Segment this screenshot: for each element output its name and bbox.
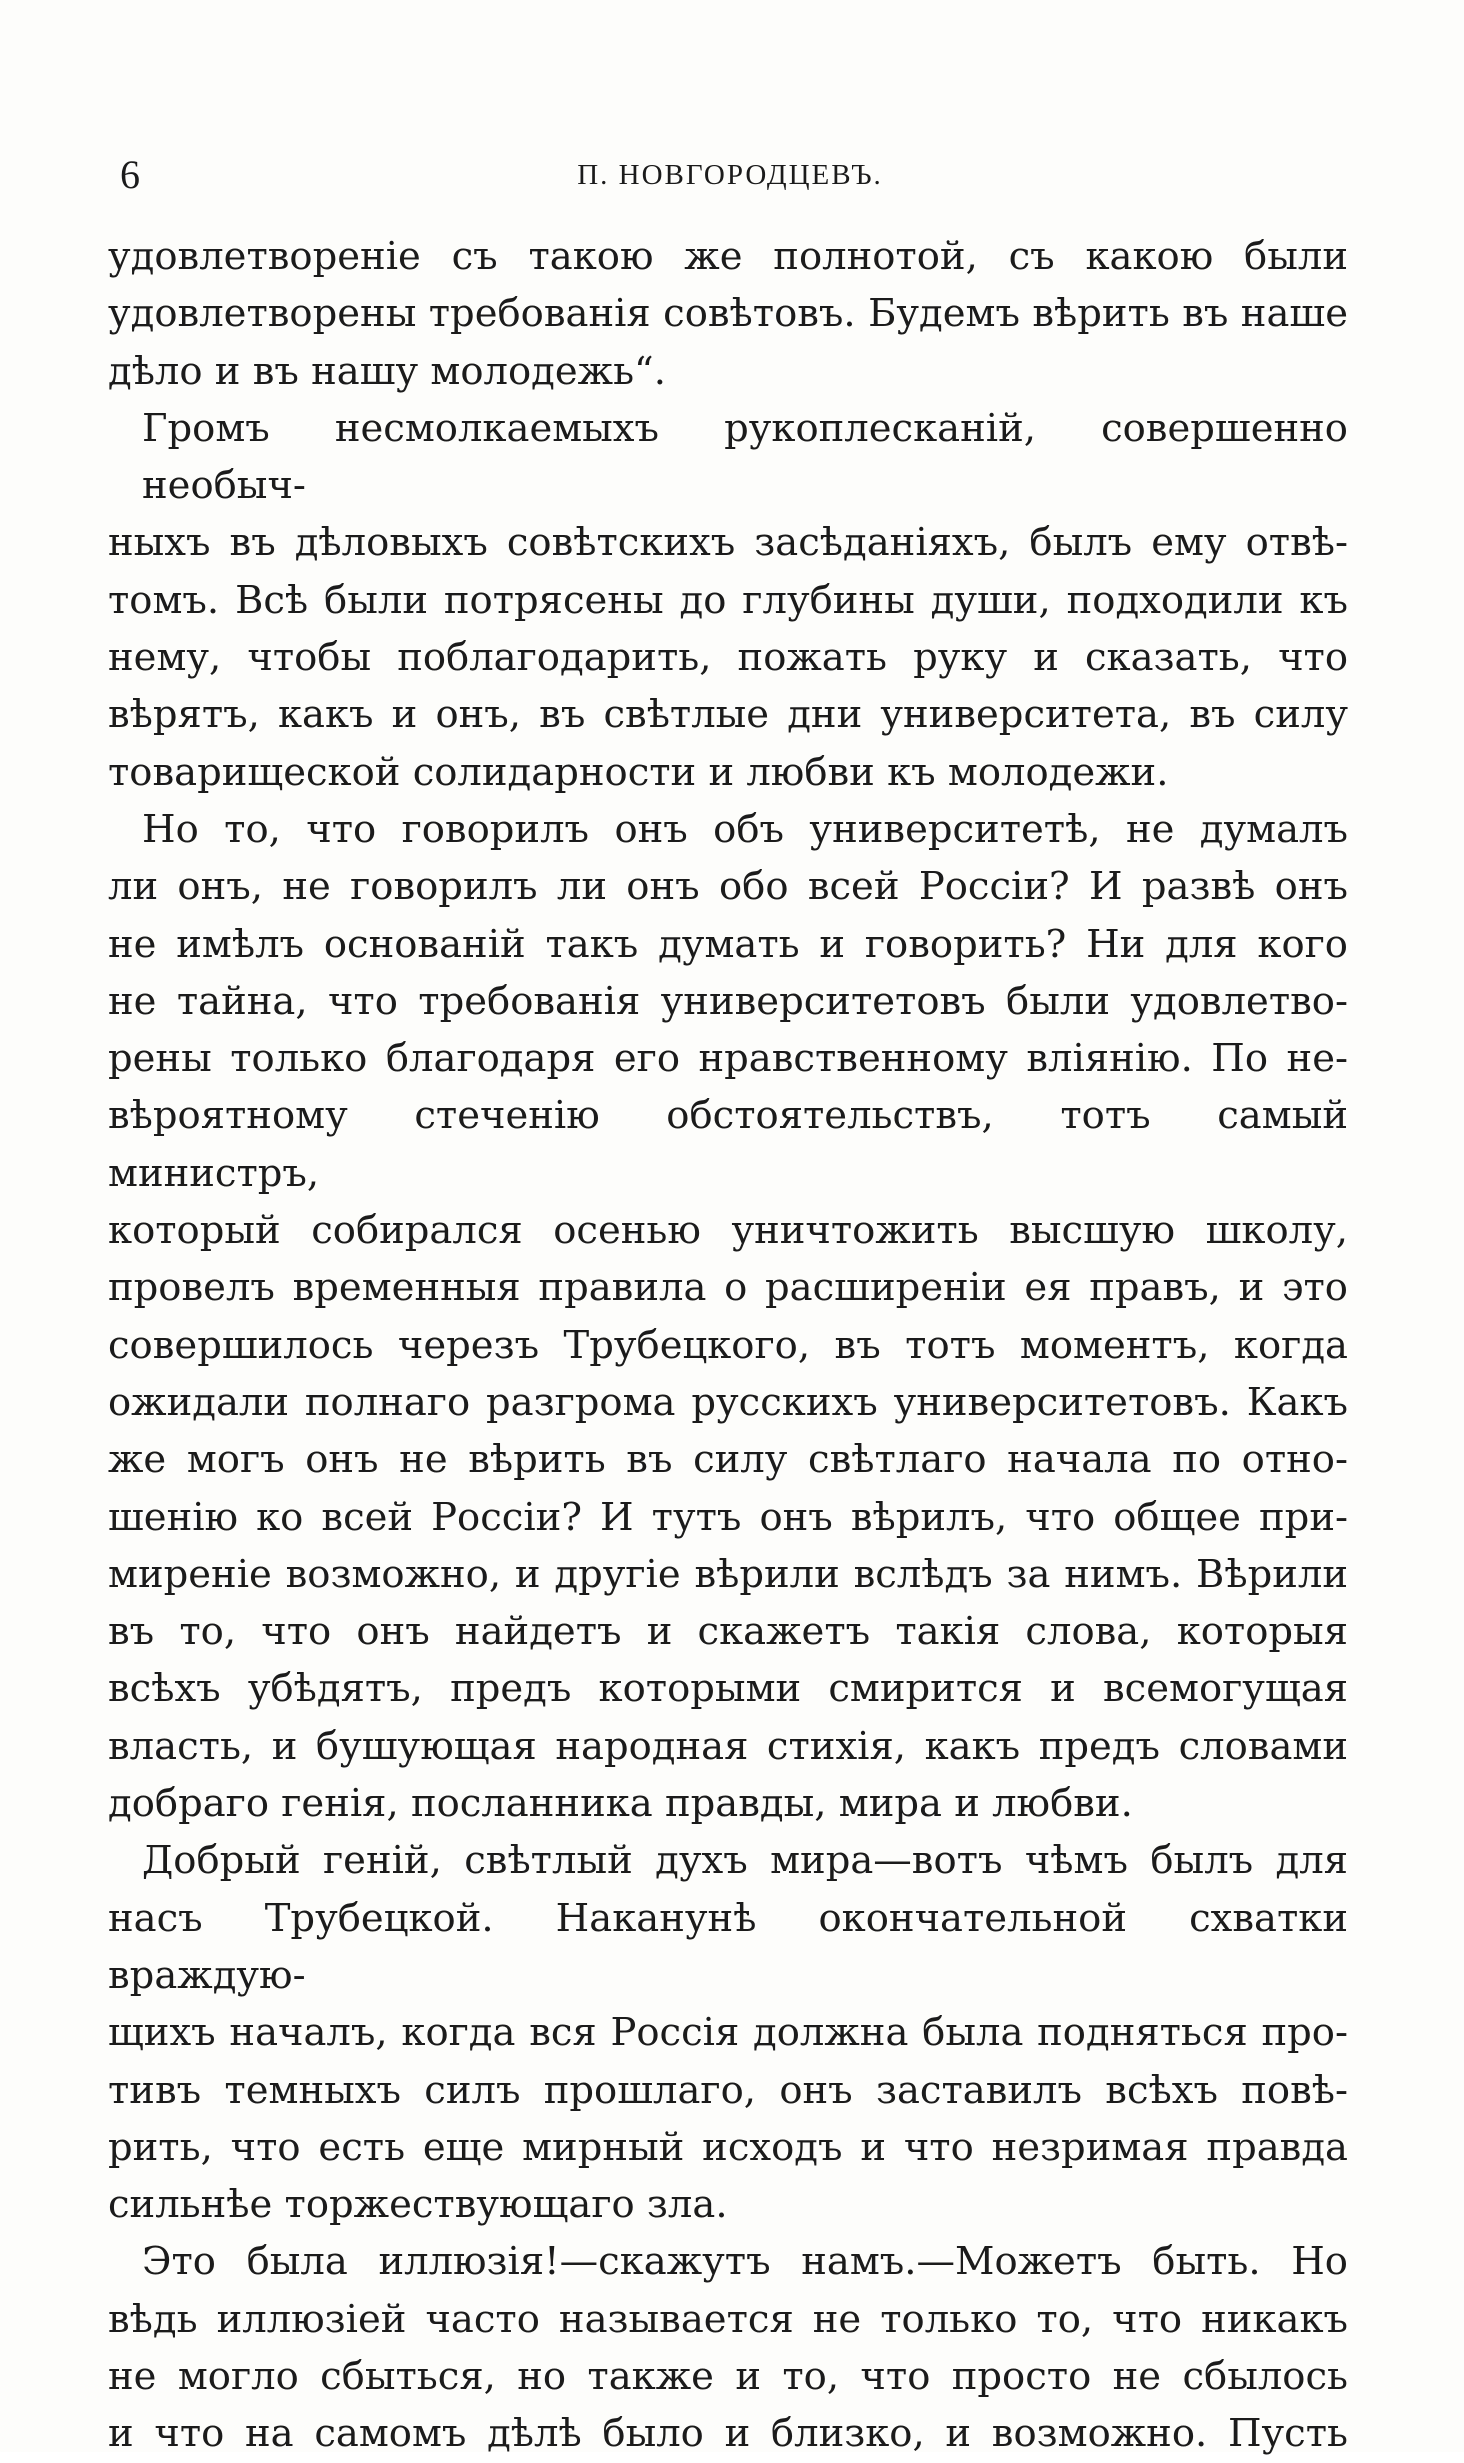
text-line: удовлетворены требованія совѣтовъ. Будемъ вѣрить въ наше <box>108 291 1348 337</box>
text-line: вѣдь иллюзіей часто называется не только то, что никакъ <box>108 2296 1348 2342</box>
text-line: томъ. Всѣ были потрясены до глубины души, подходили къ <box>108 577 1348 623</box>
text-line: рить, что есть еще мирный исходъ и что незримая правда <box>108 2124 1348 2170</box>
text-line: щихъ началъ, когда вся Россія должна была подняться про- <box>108 2010 1348 2056</box>
text-line: который собирался осенью уничтожить высшую школу, <box>108 1208 1348 1254</box>
body-text <box>108 228 1348 2463</box>
running-title: П. НОВГОРОДЦЕВЪ. <box>577 159 883 191</box>
paragraph-1 <box>108 228 1348 400</box>
text-line: же могъ онъ не вѣрить въ силу свѣтлаго начала по отно- <box>108 1437 1348 1483</box>
text-line: товарищеской солидарности и любви къ молодежи. <box>108 749 1169 795</box>
text-line: Громъ несмолкаемыхъ рукоплесканій, совершенно необыч- <box>142 405 1348 509</box>
text-line: сильнѣе торжествующаго зла. <box>108 2182 728 2228</box>
text-line: и что на самомъ дѣлѣ было и близко, и возможно. Пусть <box>108 2411 1348 2457</box>
text-line: совершилось черезъ Трубецкого, въ тотъ моментъ, когда <box>108 1322 1348 1368</box>
text-line: не тайна, что требованія университетовъ были удовлетво- <box>108 978 1348 1024</box>
text-line: не имѣлъ основаній такъ думать и говорить? Ни для кого <box>108 921 1348 967</box>
paragraph-5 <box>108 2233 1348 2462</box>
text-line: удовлетвореніе съ такою же полнотой, съ какою были <box>108 234 1348 279</box>
text-line: ныхъ въ дѣловыхъ совѣтскихъ засѣданіяхъ, былъ ему отвѣ- <box>108 520 1348 566</box>
paragraph-3 <box>108 801 1348 1832</box>
page-number: 6 <box>120 152 140 197</box>
running-head <box>120 150 1340 200</box>
text-line: всѣхъ убѣдятъ, предъ которыми смирится и всемогущая <box>108 1666 1348 1712</box>
paragraph-2 <box>108 400 1348 801</box>
text-line: миреніе возможно, и другіе вѣрили вслѣдъ за нимъ. Вѣрили <box>108 1551 1348 1597</box>
text-line: ожидали полнаго разгрома русскихъ университетовъ. Какъ <box>108 1379 1348 1425</box>
text-line: Это была иллюзія!—скажутъ намъ.—Можетъ быть. Но <box>142 2239 1348 2285</box>
text-line: насъ Трубецкой. Наканунѣ окончательной схватки враждую- <box>108 1895 1348 1998</box>
text-line: власть, и бушующая народная стихія, какъ предъ словами <box>108 1723 1348 1769</box>
text-line: ли онъ, не говорилъ ли онъ обо всей Россіи? И развѣ онъ <box>108 864 1348 910</box>
text-line: провелъ временныя правила о расширеніи ея правъ, и это <box>108 1265 1348 1311</box>
text-line: въ то, что онъ найдетъ и скажетъ такія слова, которыя <box>108 1609 1348 1655</box>
text-line: тивъ темныхъ силъ прошлаго, онъ заставилъ всѣхъ повѣ- <box>108 2067 1348 2113</box>
text-line: добраго генія, посланника правды, мира и любви. <box>108 1781 1133 1827</box>
paragraph-4 <box>108 1832 1348 2233</box>
text-line: рены только благодаря его нравственному вліянію. По не- <box>108 1036 1348 1082</box>
text-line: дѣло и въ нашу молодежь“. <box>108 348 666 394</box>
text-line: вѣрятъ, какъ и онъ, въ свѣтлые дни университета, въ силу <box>108 692 1348 738</box>
text-line: Добрый геній, свѣтлый духъ мира—вотъ чѣмъ былъ для <box>142 1838 1348 1884</box>
text-line: вѣроятному стеченію обстоятельствъ, тотъ самый министръ, <box>108 1093 1348 1196</box>
text-line: шенію ко всей Россіи? И тутъ онъ вѣрилъ, что общее при- <box>108 1494 1348 1540</box>
text-line: нему, чтобы поблагодарить, пожать руку и сказать, что <box>108 635 1348 681</box>
text-line: не могло сбыться, но также и то, что просто не сбылось <box>108 2353 1348 2399</box>
text-line: Но то, что говорилъ онъ объ университетѣ, не думалъ <box>142 806 1348 852</box>
